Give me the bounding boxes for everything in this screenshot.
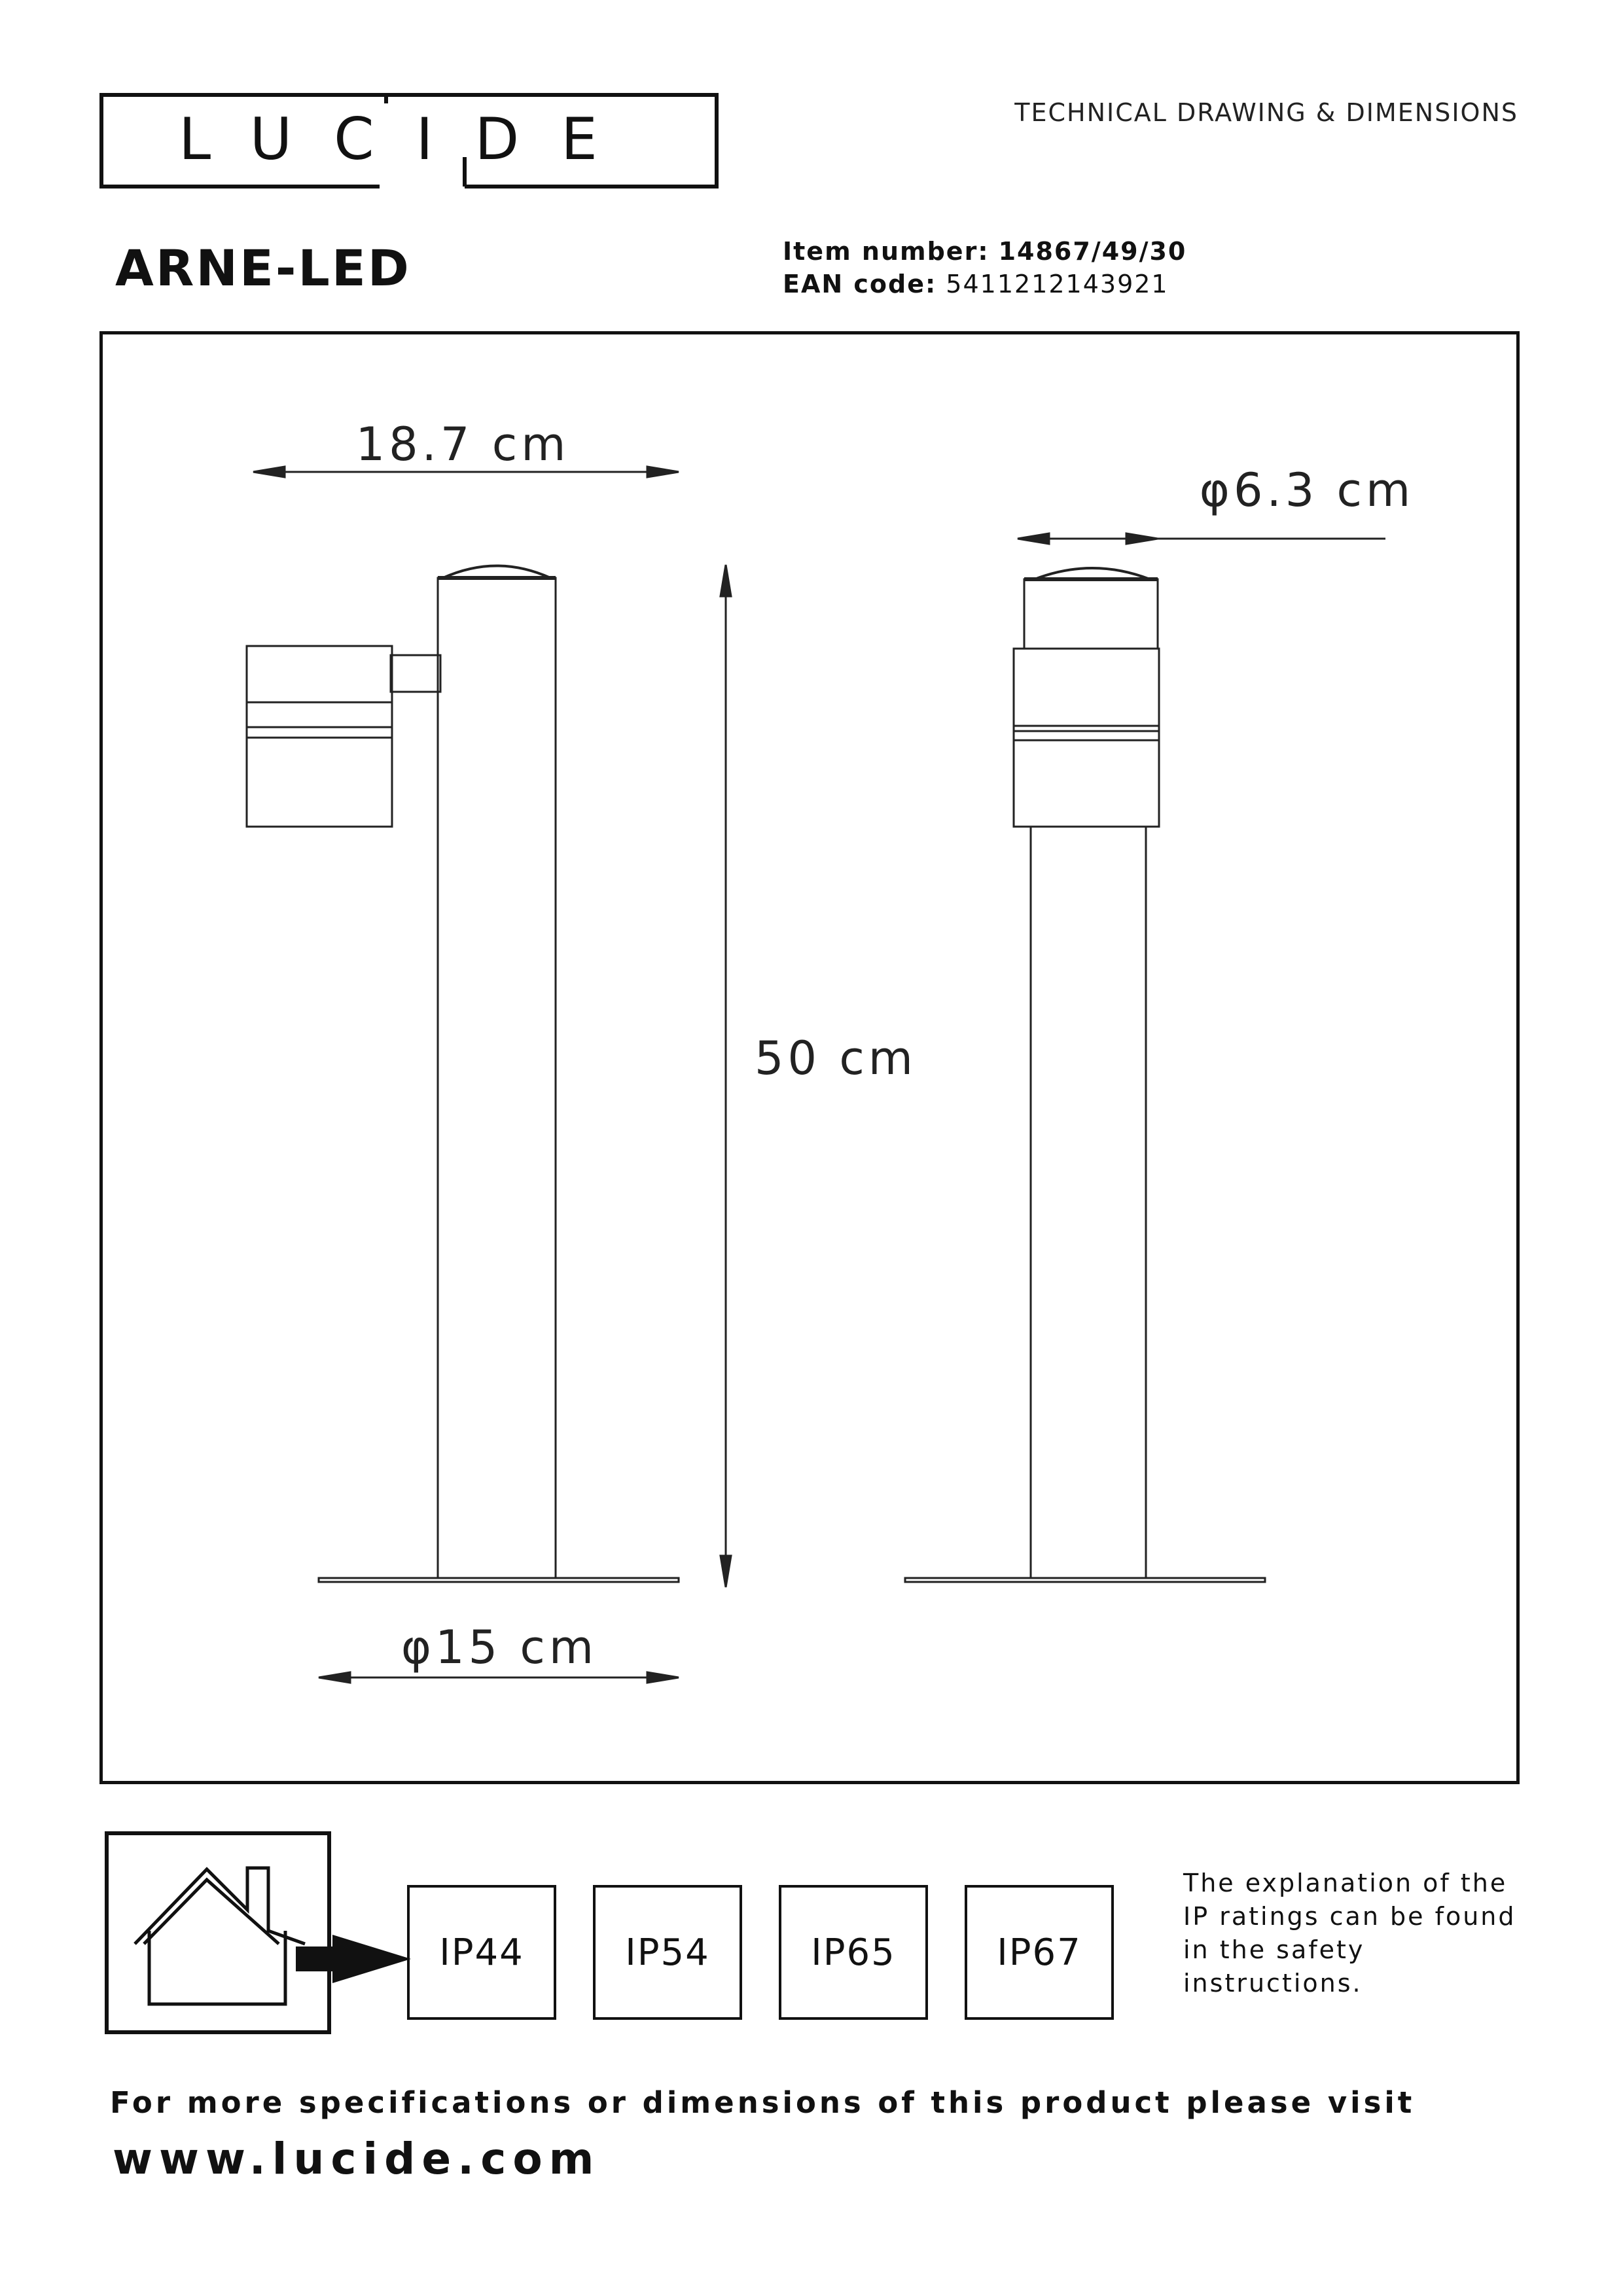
height-label: 50 cm — [755, 1031, 917, 1085]
ip44-box: IP44 — [407, 1885, 556, 2020]
ip-ratings-note — [1183, 1867, 1524, 2000]
front-view-head — [1014, 649, 1159, 827]
header-label: TECHNICAL DRAWING & DIMENSIONS — [1014, 98, 1518, 127]
ip65-box: IP65 — [779, 1885, 928, 2020]
item-number-label: Item number: — [783, 237, 990, 266]
footer-url-link[interactable]: www.lucide.com — [113, 2134, 601, 2184]
technical-drawing — [103, 334, 1516, 1781]
side-view-bracket — [391, 655, 440, 692]
arrow-icon — [296, 1931, 414, 1987]
side-view-base — [319, 1578, 679, 1582]
base-diameter-label: φ15 cm — [401, 1621, 598, 1674]
item-number-line — [783, 237, 1186, 266]
ip-note-line: IP ratings can be found — [1183, 1902, 1516, 1931]
head-diameter-label: φ6.3 cm — [1199, 463, 1415, 517]
ip-note-line: in the safety — [1183, 1935, 1365, 1964]
front-view-base — [905, 1578, 1265, 1582]
front-view-lens — [1024, 579, 1158, 649]
ean-line — [783, 270, 1169, 298]
side-view-pole — [438, 578, 556, 1578]
lucide-logo — [98, 92, 726, 190]
ip-note-line: instructions. — [1183, 1969, 1363, 1998]
side-view-head — [247, 646, 392, 827]
ip67-box: IP67 — [965, 1885, 1114, 2020]
item-number-value: 14867/49/30 — [998, 237, 1187, 266]
ip-note-line: The explanation of the — [1183, 1869, 1508, 1897]
technical-drawing-frame — [99, 331, 1520, 1784]
product-name: ARNE-LED — [115, 239, 411, 297]
logo-text: LUCIDE — [179, 105, 639, 173]
ean-label: EAN code: — [783, 270, 937, 298]
ip54-box: IP54 — [593, 1885, 742, 2020]
ean-value: 5411212143921 — [946, 270, 1169, 298]
front-view-pole — [1031, 827, 1146, 1578]
width-label: 18.7 cm — [355, 418, 570, 471]
footer-text: For more specifications or dimensions of this product please visit — [110, 2085, 1416, 2120]
house-icon — [109, 1835, 327, 2030]
